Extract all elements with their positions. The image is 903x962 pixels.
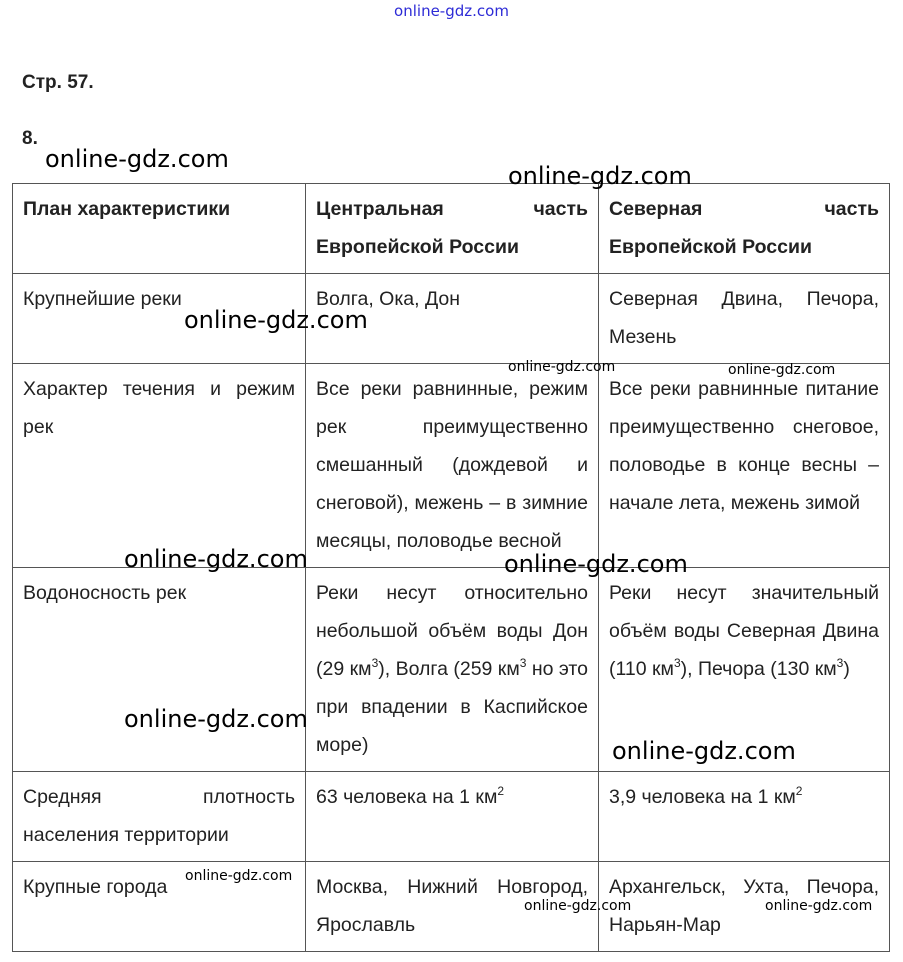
text-part: ), Волга (259 км (378, 658, 520, 680)
table-header-row (13, 184, 890, 274)
central-cell: Все реки равнинные, режим рек преимущественно смешанный (дождевой и снеговой), межень – в зимние месяцы, половодье весной (306, 364, 599, 568)
feature-cell: Крупные города (13, 862, 306, 952)
task-number: 8. (22, 128, 38, 149)
watermark: online-gdz.com (728, 362, 836, 378)
text-part: ) (843, 658, 850, 680)
watermark: online-gdz.com (524, 898, 632, 914)
watermark: online-gdz.com (124, 705, 308, 733)
feature-cell: Характер течения и режим рек (13, 364, 306, 568)
table-row (13, 274, 890, 364)
unit-power: 3 (836, 656, 844, 670)
text-part: 63 человека на 1 км (316, 786, 498, 808)
column-header-central: Центральная часть Европейской России (306, 184, 599, 274)
north-cell (599, 772, 890, 862)
text-part: Реки несут значительный объём воды Северная Двина (110 км (609, 582, 879, 680)
north-cell: Северная Двина, Печора, Мезень (599, 274, 890, 364)
north-cell: Архангельск, Ухта, Печора, Нарьян-Мар (599, 862, 890, 952)
watermark: online-gdz.com (508, 162, 692, 190)
central-cell (306, 772, 599, 862)
page-heading: Стр. 57. (22, 72, 94, 93)
central-cell (306, 568, 599, 772)
table-row (13, 568, 890, 772)
watermark: online-gdz.com (124, 545, 308, 573)
unit-power: 3 (673, 656, 681, 670)
watermark: online-gdz.com (45, 145, 229, 173)
site-header-link[interactable]: online-gdz.com (394, 2, 509, 20)
feature-cell: Крупнейшие реки (13, 274, 306, 364)
text-part: но это при впадении в Каспийское море) (316, 658, 588, 756)
north-cell (599, 568, 890, 772)
unit-power: 3 (519, 656, 527, 670)
feature-cell: Средняя плотность населения территории (13, 772, 306, 862)
rivers-comparison-table (12, 183, 890, 952)
table-row (13, 862, 890, 952)
watermark: online-gdz.com (504, 550, 688, 578)
unit-power: 2 (497, 784, 505, 798)
central-cell: Волга, Ока, Дон (306, 274, 599, 364)
text-part: ), Печора (130 км (680, 658, 837, 680)
table-row (13, 364, 890, 568)
column-header-north: Северная часть Европейской России (599, 184, 890, 274)
north-cell: Все реки равнинные питание преимущественно снеговое, половодье в конце весны – начале лета, межень зимой (599, 364, 890, 568)
unit-power: 3 (371, 656, 379, 670)
watermark: online-gdz.com (508, 359, 616, 375)
column-header-plan: План характеристики (13, 184, 306, 274)
table-row (13, 772, 890, 862)
watermark: online-gdz.com (184, 306, 368, 334)
feature-cell: Водоносность рек (13, 568, 306, 772)
unit-power: 2 (795, 784, 803, 798)
text-part: 3,9 человека на 1 км (609, 786, 796, 808)
watermark: online-gdz.com (185, 868, 293, 884)
central-cell: Москва, Нижний Новгород, Ярославль (306, 862, 599, 952)
text-part: Реки несут относительно небольшой объём воды Дон (29 км (316, 582, 588, 680)
watermark: online-gdz.com (765, 898, 873, 914)
watermark: online-gdz.com (612, 737, 796, 765)
